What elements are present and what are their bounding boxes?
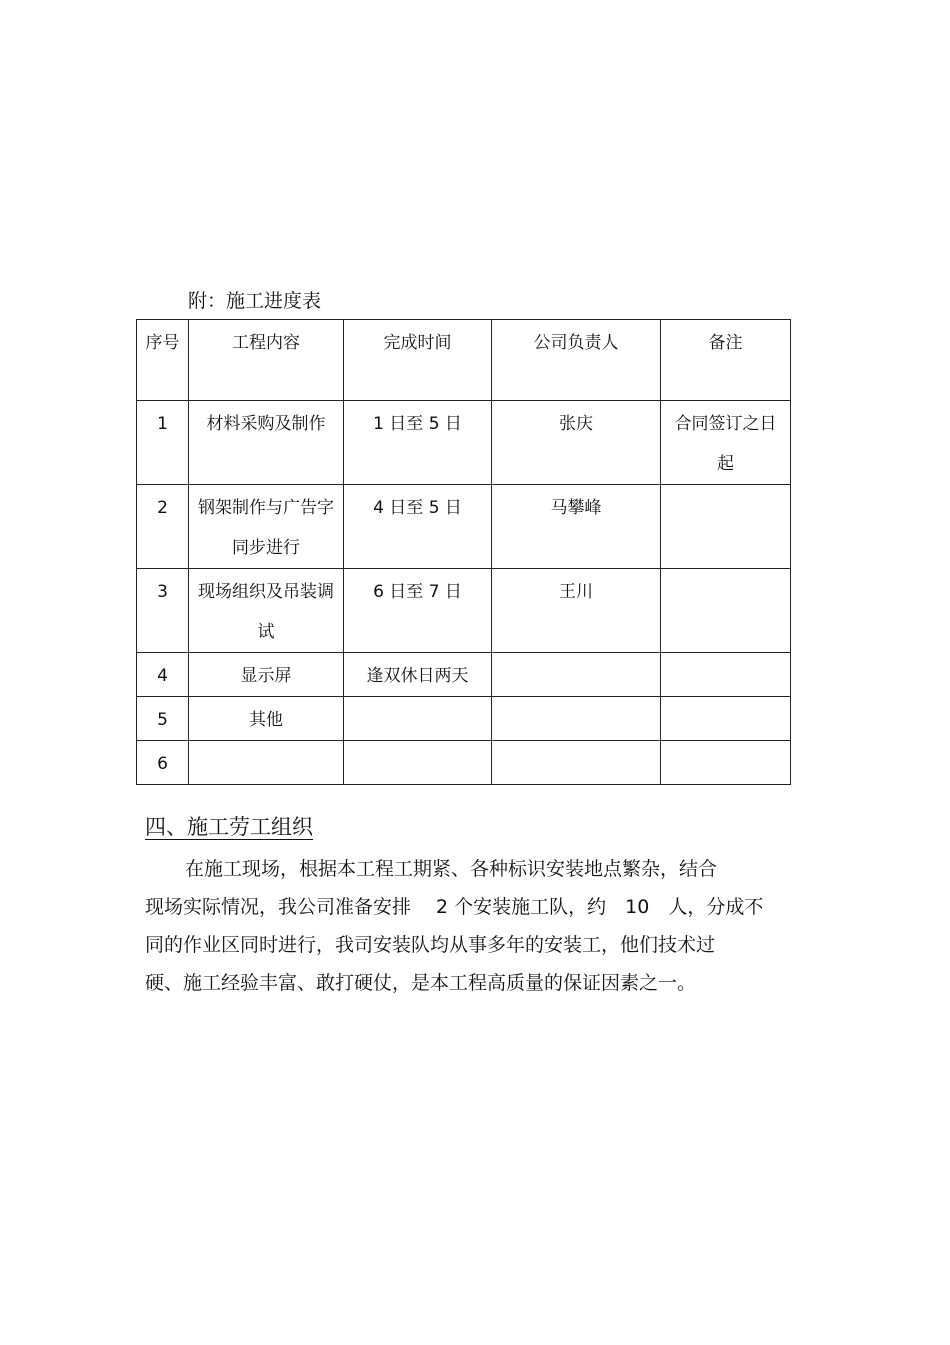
header-cell-remark: 备注 xyxy=(661,320,791,401)
row-index-cell: 5 xyxy=(137,697,189,741)
row-time-cell xyxy=(344,741,492,785)
row-index-cell: 6 xyxy=(137,741,189,785)
row-time-cell: 1 日至 5 日 xyxy=(344,401,492,485)
row-content-cell: 钢架制作与广告字同步进行 xyxy=(189,485,344,569)
section-paragraph xyxy=(145,850,815,1002)
row-content-cell: 材料采购及制作 xyxy=(189,401,344,485)
paragraph-line: 在施工现场，根据本工程工期紧、各种标识安装地点繁杂，结合 xyxy=(185,858,718,880)
row-owner-cell xyxy=(492,697,661,741)
row-owner-cell xyxy=(492,653,661,697)
row-owner-cell xyxy=(492,741,661,785)
paragraph-line: 现场实际情况，我公司准备安排 2 个安装施工队，约 10 人，分成不 xyxy=(145,896,764,918)
row-index-cell: 4 xyxy=(137,653,189,697)
row-owner-cell: 张庆 xyxy=(492,401,661,485)
row-content-cell: 显示屏 xyxy=(189,653,344,697)
row-owner-cell: 马攀峰 xyxy=(492,485,661,569)
table-row xyxy=(137,569,791,653)
row-time-cell: 6 日至 7 日 xyxy=(344,569,492,653)
row-time-cell xyxy=(344,697,492,741)
section-heading: 四、施工劳工组织 xyxy=(145,815,313,839)
row-remark-cell xyxy=(661,569,791,653)
row-remark-cell xyxy=(661,485,791,569)
row-content-cell xyxy=(189,741,344,785)
row-index-cell: 2 xyxy=(137,485,189,569)
table-row xyxy=(137,401,791,485)
header-cell-time: 完成时间 xyxy=(344,320,492,401)
table-row xyxy=(137,697,791,741)
table-row xyxy=(137,653,791,697)
row-index-cell: 3 xyxy=(137,569,189,653)
row-time-cell: 4 日至 5 日 xyxy=(344,485,492,569)
header-cell-index: 序号 xyxy=(137,320,189,401)
row-content-cell: 现场组织及吊装调试 xyxy=(189,569,344,653)
row-remark-cell xyxy=(661,741,791,785)
row-remark-cell: 合同签订之日起 xyxy=(661,401,791,485)
row-remark-cell xyxy=(661,697,791,741)
header-cell-owner: 公司负责人 xyxy=(492,320,661,401)
row-owner-cell: 王川 xyxy=(492,569,661,653)
table-row xyxy=(137,741,791,785)
row-time-cell: 逢双休日两天 xyxy=(344,653,492,697)
row-index-cell: 1 xyxy=(137,401,189,485)
table-row xyxy=(137,485,791,569)
table-header-row xyxy=(137,320,791,401)
row-content-cell: 其他 xyxy=(189,697,344,741)
table-caption: 附：施工进度表 xyxy=(188,290,322,312)
header-cell-content: 工程内容 xyxy=(189,320,344,401)
row-remark-cell xyxy=(661,653,791,697)
construction-schedule-table xyxy=(136,319,791,785)
paragraph-line: 硬、施工经验丰富、敢打硬仗，是本工程高质量的保证因素之一。 xyxy=(145,972,697,994)
paragraph-line: 同的作业区同时进行，我司安装队均从事多年的安装工，他们技术过 xyxy=(145,934,716,956)
